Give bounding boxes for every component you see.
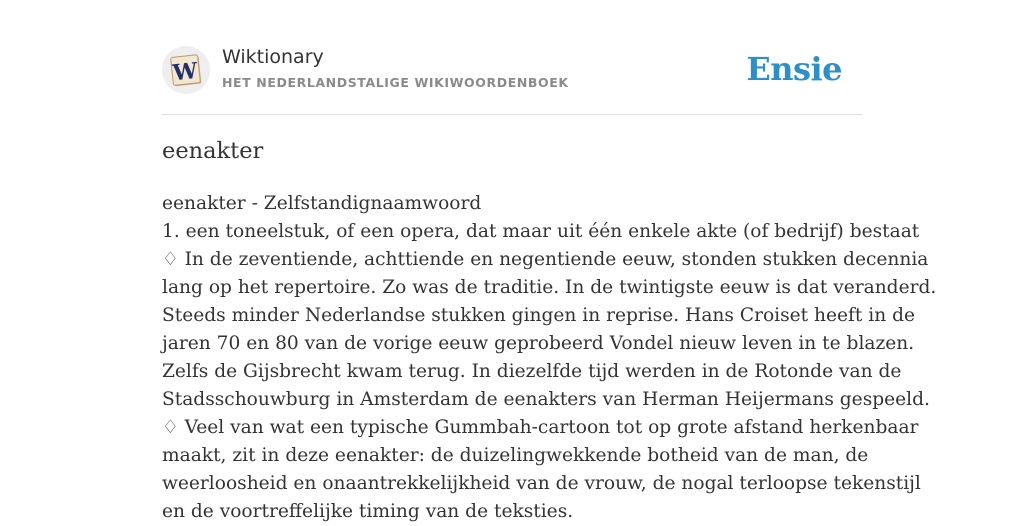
entry-content: [162, 190, 937, 526]
example-line: Stadsschouwburg in Amsterdam de eenakters van Herman Heijermans gespeeld.: [162, 389, 930, 410]
page-title: eenakter: [162, 138, 264, 164]
example-line: Steeds minder Nederlandse stukken gingen in reprise. Hans Croiset heeft in de: [162, 305, 916, 326]
example-line: en de voortreffelijke timing van de teksties.: [162, 501, 574, 522]
example-line: ♢ Veel van wat een typische Gummbah-cartoon tot op grote afstand herkenbaar: [162, 417, 919, 438]
svg-text:W: W: [171, 57, 199, 87]
site-name[interactable]: Wiktionary: [222, 46, 324, 68]
wiktionary-logo-icon[interactable]: [162, 46, 210, 94]
site-header: [162, 44, 862, 115]
site-tagline: HET NEDERLANDSTALIGE WIKIWOORDENBOEK: [222, 75, 569, 90]
example-line: jaren 70 en 80 van de vorige eeuw geprobeerd Vondel nieuw leven in te blazen.: [162, 333, 915, 354]
example-line: lang op het repertoire. Zo was de traditie. In de twintigste eeuw is dat veranderd.: [162, 277, 937, 298]
entry-heading: eenakter - Zelfstandignaamwoord: [162, 193, 482, 214]
example-line: ♢ In de zeventiende, achttiende en negentiende eeuw, stonden stukken decennia: [162, 249, 929, 270]
definition-line: 1. een toneelstuk, of een opera, dat maar uit één enkele akte (of bedrijf) bestaat: [162, 221, 920, 242]
example-line: Zelfs de Gijsbrecht kwam terug. In diezelfde tijd werden in de Rotonde van de: [162, 361, 902, 382]
example-line: maakt, zit in deze eenakter: de duizelingwekkende botheid van de man, de: [162, 445, 869, 466]
example-line: weerloosheid en onaantrekkelijkheid van de vrouw, de nogal terloopse tekenstijl: [162, 473, 921, 494]
ensie-brand-logo[interactable]: Ensie: [746, 50, 842, 88]
